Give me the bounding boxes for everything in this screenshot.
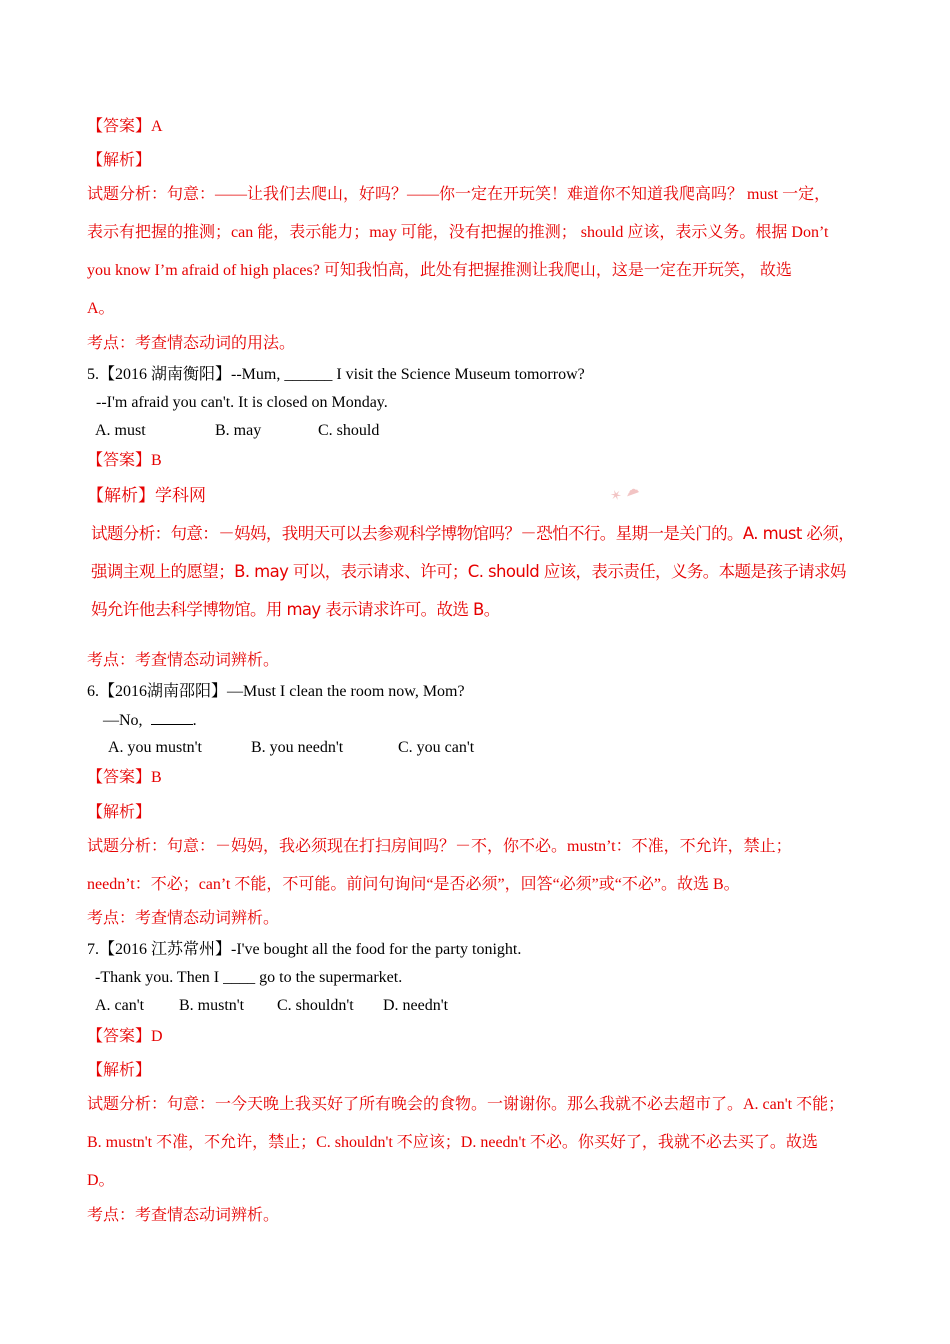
option-d: D. needn't (383, 997, 449, 1014)
analysis-text: 试题分析：句意：－妈妈，我必须现在打扫房间吗？－不，你不必。mustn’t：不准，不允许，禁止； (87, 838, 792, 855)
option-c: C. you can't (398, 739, 475, 756)
analysis-text: 试题分析：句意：——让我们去爬山，好吗？——你一定在开玩笑！难道你不知道我爬高吗？ must 一定， (87, 186, 831, 203)
analysis-text: 试题分析：句意：－妈妈，我明天可以去参观科学博物馆吗？－恐怕不行。星期一是关门的。A. must 必须， (91, 524, 855, 543)
answer-label: 【答案】B (87, 452, 162, 469)
reply-text: —No, (103, 712, 147, 729)
answer-blank (151, 710, 193, 725)
analysis-text: A。 (87, 300, 115, 317)
option-a: A. can't (95, 997, 145, 1014)
answer-label: 【答案】B (87, 769, 162, 786)
analysis-text: needn’t：不必；can’t 不能，不可能。前问句询问“是否必须”，回答“必须”或“不必”。故选 B。 (87, 876, 740, 893)
knowledge-point: 考点：考查情态动词辨析。 (87, 652, 280, 669)
knowledge-point: 考点：考查情态动词辨析。 (87, 910, 280, 927)
analysis-text: 试题分析：句意：一今天晚上我买好了所有晚会的食物。一谢谢你。那么我就不必去超市了。A. can't 不能； (87, 1096, 845, 1113)
knowledge-point: 考点：考查情态动词的用法。 (87, 335, 296, 352)
analysis-text: you know I’m afraid of high places? 可知我怕高，此处有把握推测让我爬山，这是一定在开玩笑， 故选 (87, 262, 792, 279)
question-stem: 7.【2016 江苏常州】-I've bought all the food for the party tonight. (87, 941, 522, 958)
analysis-text: 表示有把握的推测；can 能，表示能力；may 可能，没有把握的推测； should 应该，表示义务。根据 Don’t (87, 224, 829, 241)
analysis-text: 妈允许他去科学博物馆。用 may 表示请求许可。故选 B。 (91, 600, 500, 619)
analysis-heading: 【解析】 (87, 1062, 152, 1079)
knowledge-point: 考点：考查情态动词辨析。 (87, 1207, 280, 1224)
question-stem: 6.【2016湖南邵阳】—Must I clean the room now, Mom? (87, 683, 465, 700)
answer-label: 【答案】A (87, 118, 163, 135)
answer-label: 【答案】D (87, 1028, 163, 1045)
analysis-heading: 【解析】 (87, 804, 152, 821)
question-reply: —No, . (103, 712, 197, 729)
analysis-heading: 【解析】 (87, 152, 152, 169)
options-row (108, 738, 474, 758)
options-row (95, 421, 379, 441)
option-c: C. shouldn't (277, 997, 354, 1014)
question-reply: -Thank you. Then I ____ go to the supermarket. (95, 969, 403, 986)
question-reply: --I'm afraid you can't. It is closed on Monday. (96, 394, 388, 411)
analysis-text: B. mustn't 不准，不允许，禁止；C. shouldn't 不应该；D. needn't 不必。你买好了，我就不必去买了。故选 (87, 1134, 818, 1151)
analysis-text: 强调主观上的愿望；B. may 可以，表示请求、许可；C. should 应该，表示责任，义务。本题是孩子请求妈 (91, 562, 846, 581)
option-b: B. you needn't (251, 739, 344, 756)
option-b: B. may (215, 422, 262, 439)
question-stem: 5.【2016 湖南衡阳】--Mum, ______ I visit the Science Museum tomorrow? (87, 366, 585, 383)
options-row (95, 996, 448, 1016)
option-c: C. should (318, 422, 380, 439)
watermark: ✶ ☁ (608, 481, 641, 506)
option-a: A. must (95, 422, 146, 439)
option-b: B. mustn't (179, 997, 245, 1014)
option-a: A. you mustn't (108, 739, 202, 756)
analysis-text: D。 (87, 1172, 115, 1189)
analysis-heading: 【解析】学科网 (87, 486, 206, 505)
